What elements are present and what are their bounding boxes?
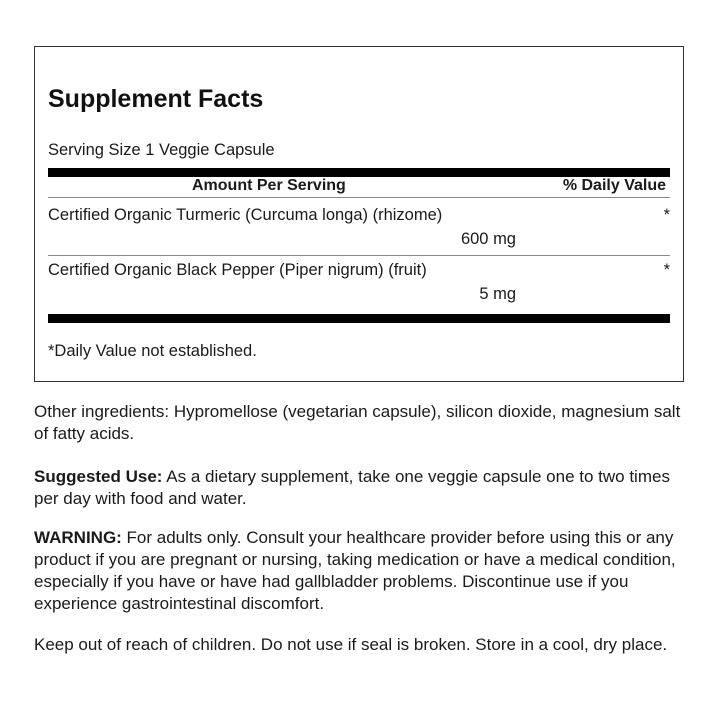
other-ingredients: Other ingredients: Hypromellose (vegetarian capsule), silicon dioxide, magnesium salt of fatty acids. (34, 402, 681, 443)
ingredient-row-black-pepper (48, 261, 670, 317)
ingredient-name: Certified Organic Turmeric (Curcuma longa) (rhizome) (48, 206, 443, 224)
top-divider-bar (48, 168, 670, 177)
row-divider (48, 197, 670, 198)
ingredient-daily-value: * (663, 261, 670, 279)
warning (34, 527, 694, 615)
ingredient-name: Certified Organic Black Pepper (Piper nigrum) (fruit) (48, 261, 427, 279)
storage-instructions: Keep out of reach of children. Do not use if seal is broken. Store in a cool, dry place. (34, 635, 668, 654)
warning-label: WARNING: (34, 528, 122, 547)
row-divider (48, 255, 670, 256)
suggested-use-text: As a dietary supplement, take one veggie capsule one to two times per day with food and water. (34, 467, 670, 508)
amount-per-serving-header: Amount Per Serving (192, 177, 346, 194)
daily-value-footnote: *Daily Value not established. (48, 342, 257, 360)
supplement-facts-panel (34, 46, 684, 382)
suggested-use-label: Suggested Use: (34, 467, 163, 486)
ingredient-amount: 600 mg (460, 230, 516, 248)
bottom-divider-bar (48, 314, 670, 323)
daily-value-header: % Daily Value (562, 177, 666, 194)
facts-header-row (48, 177, 670, 197)
warning-text: For adults only. Consult your healthcare provider before using this or any product if you are pregnant or nursing, taking medication or have a medical condition, especially if you have or have had gallbladder problems. Discontinue use if you experience gastrointestinal discomfort. (34, 528, 676, 613)
ingredient-amount: 5 mg (479, 285, 516, 303)
suggested-use (34, 466, 694, 510)
ingredient-row-turmeric (48, 206, 670, 262)
ingredient-daily-value: * (663, 206, 670, 224)
serving-size: Serving Size 1 Veggie Capsule (48, 141, 275, 159)
facts-title: Supplement Facts (48, 85, 264, 113)
